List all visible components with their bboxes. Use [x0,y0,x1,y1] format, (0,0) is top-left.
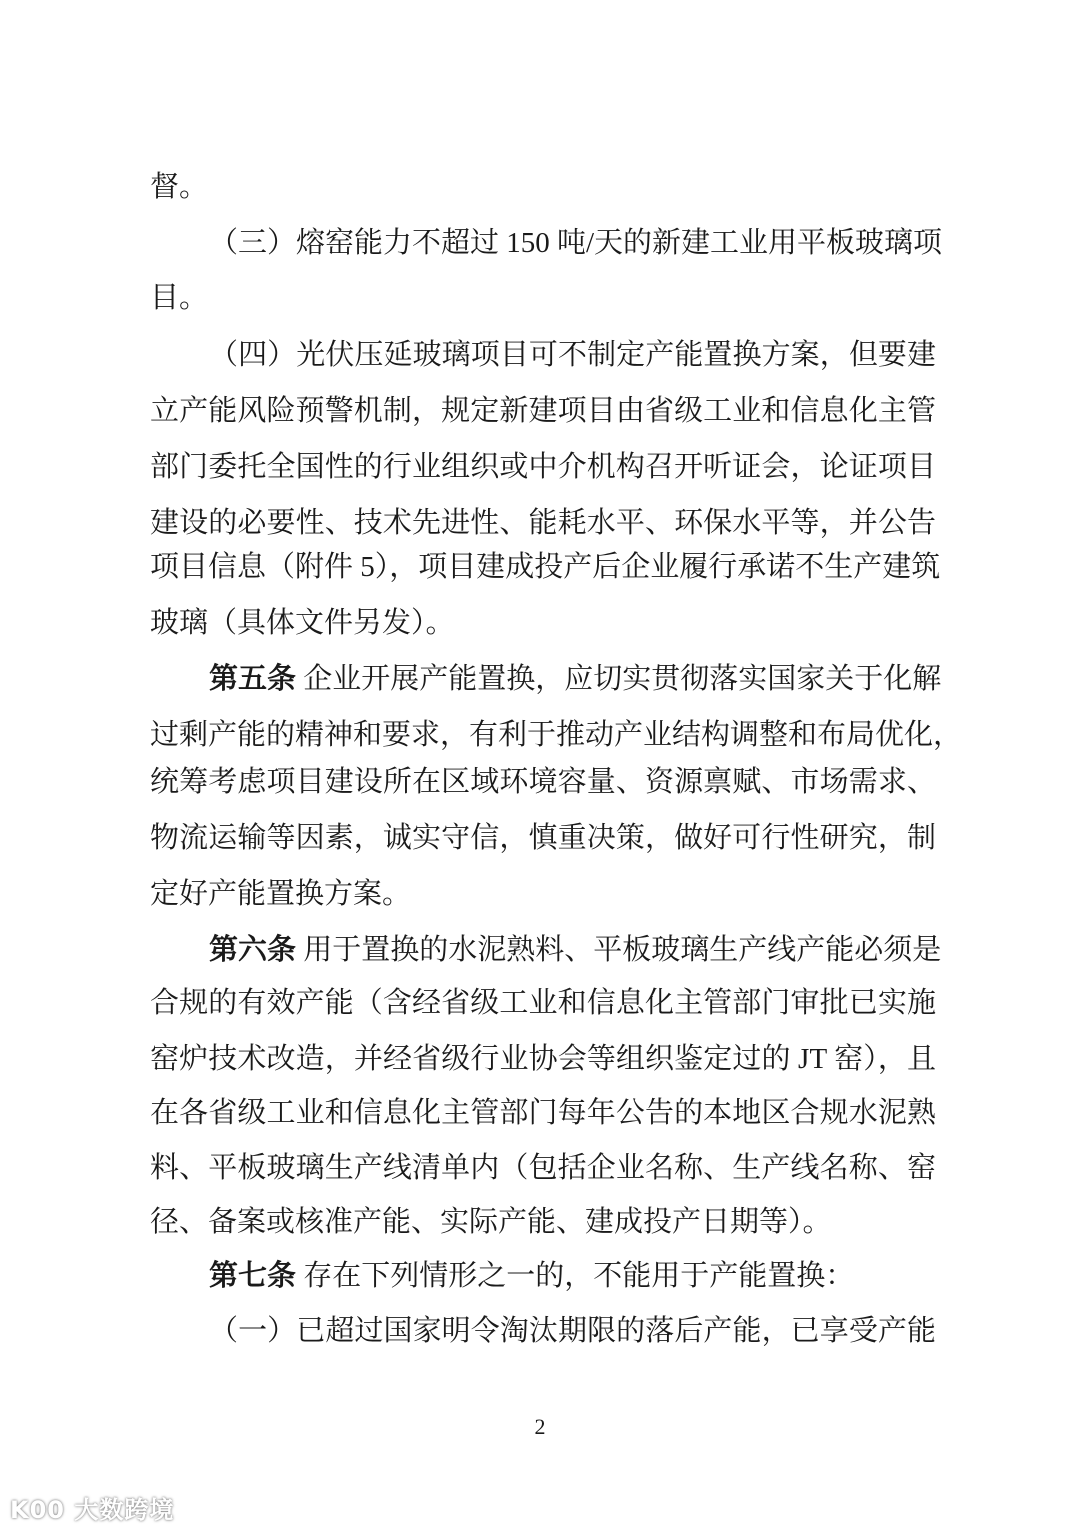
text-line [150,874,411,914]
text-line [150,503,936,543]
line-text: 玻璃（具体文件另发）。 [150,607,455,639]
text-line [150,1148,936,1188]
line-text: 料、平板玻璃生产线清单内（包括企业名称、生产线名称、窑 [150,1152,937,1184]
line-text: 过剩产能的精神和要求，有利于推动产业结构调整和布局优化， [150,719,963,751]
line-text: 在各省级工业和信息化主管部门每年公告的本地区合规水泥熟 [150,1097,937,1129]
line-text: 目。 [150,282,209,314]
line-text: 径、备案或核准产能、实际产能、建成投产日期等）。 [150,1206,832,1238]
text-line [150,447,936,487]
line-text: 项目信息（附件 5），项目建成投产后企业履行承诺不生产建筑 [150,551,941,583]
line-text: 定好产能置换方案。 [150,878,412,910]
article-heading: 第七条 [209,1260,297,1292]
text-line [150,818,936,858]
line-text: （四）光伏压延玻璃项目可不制定产能置换方案，但要建 [209,339,937,371]
line-text: 窑炉技术改造，并经省级行业协会等组织鉴定过的 JT 窑），且 [150,1043,937,1075]
text-line [209,223,942,263]
page-number: 2 [534,1414,546,1439]
line-text: 企业开展产能置换，应切实贯彻落实国家关于化解 [296,663,942,695]
article-heading: 第六条 [209,934,297,966]
text-line [150,983,936,1023]
line-text: 督。 [150,171,209,203]
text-line [150,547,940,587]
text-line [150,762,936,802]
text-line [150,1039,936,1079]
line-text: 合规的有效产能（含经省级工业和信息化主管部门审批已实施 [150,987,937,1019]
line-text: 统筹考虑项目建设所在区域环境容量、资源禀赋、市场需求、 [150,766,937,798]
text-line [150,1093,936,1133]
line-text: （一）已超过国家明令淘汰期限的落后产能，已享受产能 [209,1315,937,1347]
line-text: （三）熔窑能力不超过 150 吨/天的新建工业用平板玻璃项 [209,227,943,259]
text-line [150,278,208,318]
text-line [209,1311,936,1351]
text-line [209,659,941,699]
watermark-logo: K00 大数跨境 [10,1496,175,1524]
text-line [209,1256,854,1296]
article-heading: 第五条 [209,663,297,695]
text-line [150,603,455,643]
line-text: 存在下列情形之一的，不能用于产能置换： [296,1260,855,1292]
text-line [209,335,936,375]
line-text: 建设的必要性、技术先进性、能耗水平、环保水平等，并公告 [150,507,937,539]
text-line [150,391,936,431]
line-text: 用于置换的水泥熟料、平板玻璃生产线产能必须是 [296,934,942,966]
line-text: 立产能风险预警机制，规定新建项目由省级工业和信息化主管 [150,395,937,427]
text-line [150,1202,832,1242]
line-text: 物流运输等因素，诚实守信，慎重决策，做好可行性研究，制 [150,822,937,854]
line-text: 部门委托全国性的行业组织或中介机构召开听证会，论证项目 [150,451,937,483]
text-line [150,167,208,207]
text-line [150,715,962,755]
text-line [209,930,941,970]
